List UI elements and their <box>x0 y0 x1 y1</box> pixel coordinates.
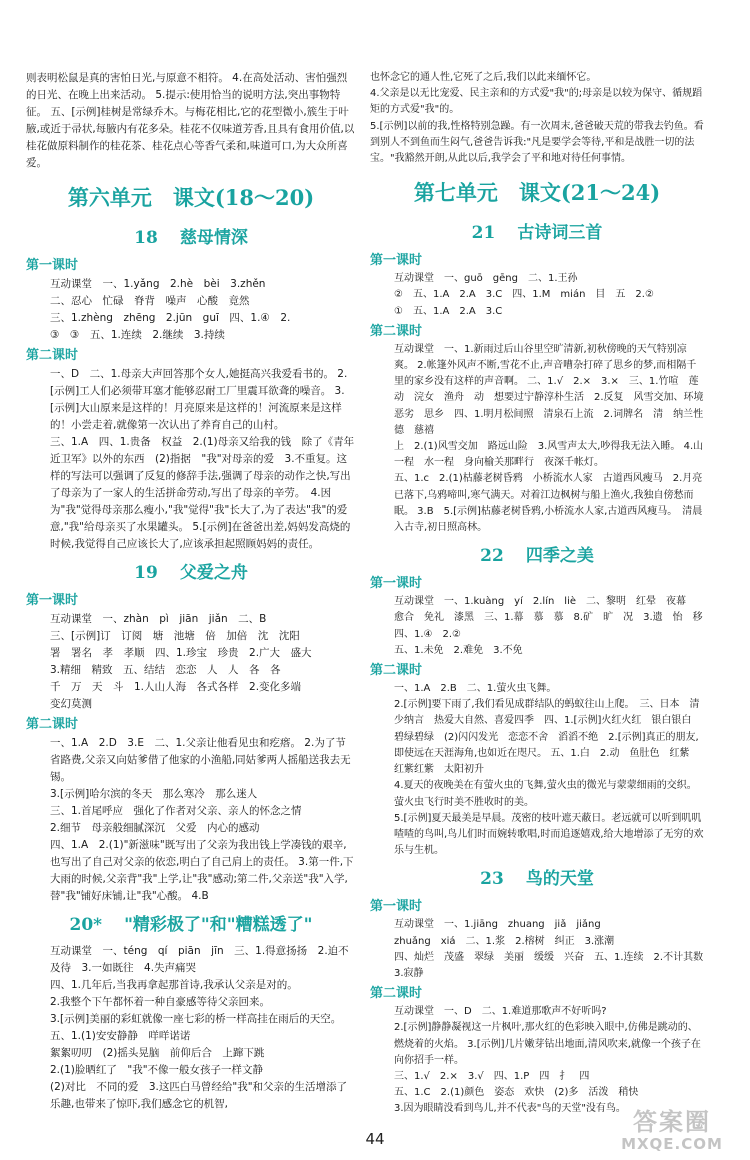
lesson-number: 21 <box>471 223 496 244</box>
watermark-logo <box>602 1108 742 1156</box>
section-heading: 第一课时 <box>26 593 79 608</box>
section-heading: 第二课时 <box>26 717 79 732</box>
watermark-url: MXQE.COM <box>621 1135 723 1153</box>
lesson-number: 18 <box>134 228 158 248</box>
answer-block: 一、1.A 2.D 3.E 二、1.父亲让他看见虫和疙瘩。 2.为了节省路费,父亲又向姑爹借了他家的小渔船,同姑爹两人摇船送我去无锡。 3.[示例]哈尔滨的冬天 那么寒冷 那么迷人 三、1.首尾呼应 强化了作者对父亲、亲人的怀念之情 2.细节 母亲般细腻深沉 父爱 内心的感动 四、1.A 2.(1)"新滋味"既写出了父亲为我出钱上学凑钱的艰辛,也写出了自己对父亲的依恋,明白了自己肩上的责任。 3.第一件,下大雨的时候,父亲背"我"上学,让"我"感动;第二件,父亲送"我"入学,替"我"铺好床铺,让"我"心酸。 4.B <box>50 737 354 902</box>
lesson-number: 19 <box>134 563 158 583</box>
answer-block: 互动课堂 一、guō gēng 二、1.王孙 ② 五、1.A 2.A 3.C 四、1.M mián 目 五 2.② ① 五、1.A 2.A 3.C <box>394 273 654 317</box>
lesson-18-heading <box>26 226 356 250</box>
lesson-title: 慈母情深 <box>179 228 248 248</box>
answer-block: 互动课堂 一、1.新雨过后山谷里空旷清新,初秋傍晚的天气特别凉爽。 2.帐篷外风声不断,雪花不止,声音嘈杂打碎了思乡的梦,而相隔千里的家乡没有这样的声音啊。 二、1.√ 2.× 3.× 三、1.竹喧 莲动 浣女 渔舟 动 想要过宁静淳朴生活 2.反复 风雪交加、环境恶劣 思乡 四、1.明月松间照 清泉石上流 2.词牌名 清 纳兰性德 慈禧 上 2.(1)风雪交加 路远山险 3.风雪声太大,吵得我无法入睡。 4.山一程 水一程 身向榆关那畔行 夜深千帐灯。 五、1.c 2.(1)枯藤老树昏鸦 小桥流水人家 古道西风瘦马 2.月亮已落下,乌鸦啼叫,寒气满天。对着江边枫树与船上渔火,我独自傍愁而眠。 3.B 5.[示例]枯藤老树昏鸦,小桥流水人家,古道西风瘦马。 清晨入古寺,初日照高林。 <box>394 343 704 534</box>
left-column <box>26 70 356 1113</box>
watermark-title: 答案圈 <box>633 1108 711 1136</box>
lesson-number: 20* <box>69 915 103 935</box>
unit-7-heading: 第七单元 课文(21～24) <box>413 180 661 206</box>
unit-6-heading: 第六单元 课文(18～20) <box>67 185 315 210</box>
answer-block: 互动课堂 一、1.yǎng 2.hè bèi 3.zhěn 二、忍心 忙碌 脊背 噪声 心酸 竟然 三、1.zhèng zhēng 2.jūn guī 四、1.④ 2. ③ ③ 五、1.连续 2.继续 3.持续 <box>50 278 291 341</box>
lesson-20-heading <box>26 913 356 937</box>
answer-block: 互动课堂 一、zhàn pì jiān jiǎn 二、B 三、[示例]订 订阅 塘 池塘 倍 加倍 沈 沈阳 署 署名 孝 孝顺 四、1.珍宝 珍贵 2.广大 盛大 3.精细 精致 五、结结 恋恋 人 人 各 各 千 万 天 斗 1.人山人海 各式各样 2.变化多端 变幻莫测 <box>50 613 312 710</box>
section-heading: 第一课时 <box>26 258 79 273</box>
section-heading: 第二课时 <box>370 663 423 679</box>
answer-block: 互动课堂 一、D 二、1.难道那歌声不好听吗? 2.[示例]静静凝视这一片枫叶,那火红的色彩映入眼中,仿佛是跳动的、燃烧着的火焰。 3.[示例]几片嫩芽钻出地面,清风吹来,就像一个孩子在向你招手一样。 三、1.√ 2.× 3.√ 四、1.P 四 扌 四 五、1.C 2.(1)颜色 姿态 欢快 (2)多 活泼 稍快 3.因为眼睛没看到鸟儿,并不代表"鸟的天堂"没有鸟。 <box>394 1006 701 1115</box>
section-heading: 第一课时 <box>370 899 423 915</box>
lesson-23-heading <box>370 867 704 891</box>
answer-block: 互动课堂 一、1.kuàng yí 2.lín liè 二、黎明 红晕 夜幕 愈合 免礼 漆黑 三、1.幕 慕 慕 8.矿 旷 况 3.遗 怡 移 四、1.④ 2.② 五、1.未免 2.难免 3.不免 <box>394 596 703 656</box>
lesson-title: "精彩极了"和"糟糕透了" <box>124 915 313 935</box>
answer-block: 一、D 二、1.母亲大声回答那个女人,她挺高兴我爱看书的。 2.[示例]工人们必须带耳塞才能够忍耐工厂里震耳欲聋的噪音。 3.[示例]大山原来是这样的！月亮原来是这样的！河流原来是这样的！小尝走着,就像第一次认出了养育自己的山村。 三、1.A 四、1.贵备 权益 2.(1)母亲又给我的钱 除了《青年近卫军》以外的东西 (2)指据 "我"对母亲的爱 3.不重复。这样的写法可以强调了反复的修辞手法,强调了母亲的动作之快,写出了母亲为了一家人的生活拼命劳动,写出了母亲的辛劳。 4.因为"我"觉得母亲那么瘦小,"我"觉得"我"长大了,为了表达"我"的爱意,"我"给母亲买了水果罐头。 5.[示例]在爸爸出差,妈妈发高烧的时候,我觉得自己应该长大了,应该承担起照顾妈妈的责任。 <box>50 368 355 550</box>
answer-block: 一、1.A 2.B 二、1.萤火虫飞舞。 2.[示例]要下雨了,我们看见成群结队的蚂蚁往山上爬。 三、日本 清少纳言 热爱大自然、喜爱四季 四、1.[示例]火红火红 银白银白 碧绿碧绿 (2)闪闪发光 恋恋不舍 滔滔不绝 2.[示例]真正的朋友,即使远在天涯海角,也如近在咫尺。 五、1.白 2.动 鱼肚色 红紫 红紫红紫 太阳初升 4.夏天的夜晚美在有萤火虫的飞舞,萤火虫的微光与蒙蒙细雨的交织。萤火虫飞行时美不胜收时的美。 5.[示例]夏天最美是早晨。茂密的枝叶遮天蔽日。老远就可以听到叽叽喳喳的鸟叫,鸟儿们时而婉转歌唱,时而追逐嬉戏,给大地增添了无穷的欢乐与生机。 <box>394 683 704 857</box>
lesson-title: 古诗词三首 <box>517 223 603 244</box>
lesson-number: 23 <box>480 869 504 890</box>
lesson-19-heading <box>26 561 356 585</box>
lesson-number: 22 <box>480 546 504 567</box>
lesson-title: 鸟的天堂 <box>525 869 594 890</box>
lesson-21-heading <box>370 221 704 245</box>
section-heading: 第二课时 <box>26 348 79 363</box>
lesson-22-heading <box>370 544 704 568</box>
right-column <box>370 70 704 1118</box>
right-intro-paragraph: 也怀念它的通人性,它死了之后,我们以此来缅怀它。 4.父亲是以无比宠爱、民主亲和的方式爱"我"的;母亲是以较为保守、循规蹈矩的方式爱"我"的。 5.[示例]以前的我,性格特别急躁。有一次周末,爸爸破天荒的带我去钓鱼。看到别人不到鱼而生闷气,爸爸告诉我:"凡是要学会等待,平和是战胜一切的法宝。"我豁然开朗,从此以后,我学会了平和地对待任何事情。 <box>370 72 704 165</box>
section-heading: 第二课时 <box>370 986 423 1002</box>
page-number: 44 <box>365 1130 385 1148</box>
answer-block: 互动课堂 一、téng qí piān jīn 三、1.得意扬扬 2.迫不及待 3.一如既往 4.失声痛哭 四、1.几年后,当我再拿起那首诗,我承认父亲是对的。 2.我整个下午都怀着一种自豪感等待父亲回来。 3.[示例]美丽的彩虹就像一座七彩的桥一样高挂在雨后的天空。 五、1.(1)安安静静 咩咩诺诺 絮絮叨叨 (2)摇头晃脑 前仰后合 上蹿下跳 2.(1)脸晒红了 "我"不像一般女孩子一样文静 (2)对比 不同的爱 3.这匹白马曾经给"我"和父亲的生活增添了乐趣,也带来了惊吓,我们感念它的机智, <box>50 945 349 1110</box>
lesson-title: 四季之美 <box>525 546 594 567</box>
section-heading: 第二课时 <box>370 323 423 339</box>
section-heading: 第一课时 <box>370 253 423 269</box>
left-intro-paragraph: 则表明松鼠是真的害怕日光,与原意不相符。 4.在高处活动、害怕强烈的日光、在晚上出来活动。 5.提示:使用恰当的说明方法,突出事物特征。 五、[示例]桂树是常绿乔木。与梅花相比,它的花型微小,簇生于叶腋,或近于帚状,每腋内有花多朵。桂花不仅味道芳香,且具有食用价值,以桂花做原料制作的桂花茶、桂花点心等香气柔和,味道可口,为大众所喜爱。 <box>26 72 355 169</box>
section-heading: 第一课时 <box>370 576 423 592</box>
lesson-title: 父爱之舟 <box>179 563 248 583</box>
answer-block: 互动课堂 一、1.jiāng zhuang jiǎ jiǎng zhuǎng xiá 二、1.浆 2.榕树 纠正 3.涨潮 四、灿烂 茂盛 翠绿 美丽 缓缓 兴奋 五、1.连续 2.不计其数 3.寂静 <box>394 919 704 979</box>
